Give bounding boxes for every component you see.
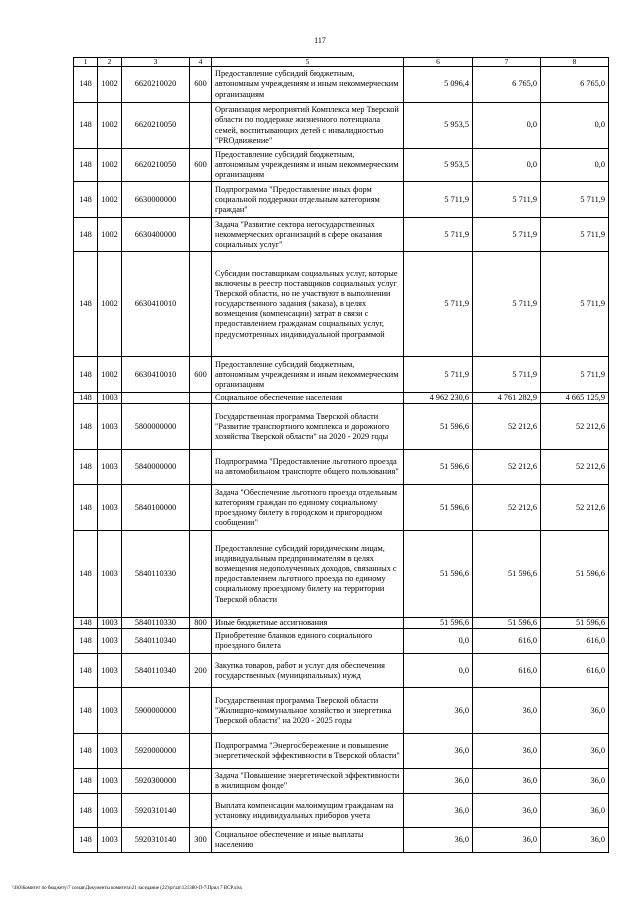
table-row <box>74 218 609 252</box>
table-row <box>74 252 609 357</box>
column-header-6: 6 <box>404 58 473 67</box>
row-code-2: 1003 <box>98 794 122 828</box>
table-row <box>74 357 609 393</box>
row-code-2: 1003 <box>98 618 122 629</box>
row-code-2: 1002 <box>98 218 122 252</box>
table-row <box>74 182 609 218</box>
row-code-3: 6630410010 <box>122 252 190 357</box>
row-value-8: 52 212,6 <box>541 404 609 450</box>
row-code-3: 6630400000 <box>122 218 190 252</box>
table-row <box>74 688 609 734</box>
row-value-6: 36,0 <box>404 828 473 853</box>
row-value-7: 52 212,6 <box>473 485 541 531</box>
row-value-7: 51 596,6 <box>473 531 541 618</box>
row-description: Социальное обеспечение и иные выплаты населению <box>212 828 404 853</box>
row-code-2: 1003 <box>98 531 122 618</box>
row-code-4: 300 <box>190 828 212 853</box>
row-value-8: 52 212,6 <box>541 485 609 531</box>
row-description: Подпрограмма "Энергосбережение и повышение энергетической эффективности в Тверской области" <box>212 734 404 769</box>
column-header-2: 2 <box>98 58 122 67</box>
row-description: Предоставление субсидий бюджетным, автономным учреждениям и иным некоммерческим организациям <box>212 357 404 393</box>
row-code-2: 1003 <box>98 450 122 485</box>
row-description: Предоставление субсидий бюджетным, автономным учреждениям и иным некоммерческим организациям <box>212 149 404 182</box>
row-value-6: 0,0 <box>404 654 473 688</box>
row-description: Подпрограмма "Предоставление иных форм социальной поддержки отдельным категориям граждан" <box>212 182 404 218</box>
row-value-8: 51 596,6 <box>541 618 609 629</box>
row-value-7: 5 711,9 <box>473 182 541 218</box>
column-header-3: 3 <box>122 58 190 67</box>
row-code-3: 6630410010 <box>122 357 190 393</box>
table-row <box>74 149 609 182</box>
row-code-2: 1002 <box>98 149 122 182</box>
row-value-8: 0,0 <box>541 103 609 149</box>
row-code-1: 148 <box>74 357 98 393</box>
row-description: Организация мероприятий Комплекса мер Тверской области по поддержке жизненного потенциала семей, воспитывающих детей с инвалидностью "PROдвижение" <box>212 103 404 149</box>
row-code-4 <box>190 629 212 654</box>
row-value-8: 6 765,0 <box>541 67 609 103</box>
row-value-8: 36,0 <box>541 769 609 794</box>
page-number: 117 <box>314 36 326 45</box>
row-value-6: 4 962 230,6 <box>404 393 473 404</box>
row-code-3: 5800000000 <box>122 404 190 450</box>
row-value-7: 52 212,6 <box>473 404 541 450</box>
table-row <box>74 828 609 853</box>
row-code-4 <box>190 769 212 794</box>
row-code-2: 1003 <box>98 769 122 794</box>
row-value-6: 5 711,9 <box>404 182 473 218</box>
row-code-2: 1002 <box>98 252 122 357</box>
row-value-8: 616,0 <box>541 654 609 688</box>
row-description: Социальное обеспечение населения <box>212 393 404 404</box>
row-code-2: 1003 <box>98 828 122 853</box>
row-code-2: 1002 <box>98 67 122 103</box>
row-value-8: 5 711,9 <box>541 182 609 218</box>
row-value-8: 5 711,9 <box>541 218 609 252</box>
column-header-1: 1 <box>74 58 98 67</box>
row-code-4 <box>190 103 212 149</box>
row-value-7: 36,0 <box>473 794 541 828</box>
table-row <box>74 769 609 794</box>
table-row <box>74 404 609 450</box>
row-value-8: 36,0 <box>541 688 609 734</box>
row-value-6: 5 953,5 <box>404 103 473 149</box>
column-header-5: 5 <box>212 58 404 67</box>
table-row <box>74 67 609 103</box>
row-code-1: 148 <box>74 688 98 734</box>
row-code-4 <box>190 252 212 357</box>
row-code-4: 800 <box>190 618 212 629</box>
row-code-2: 1002 <box>98 357 122 393</box>
row-code-4: 600 <box>190 149 212 182</box>
row-code-4 <box>190 734 212 769</box>
table-row <box>74 531 609 618</box>
row-value-6: 51 596,6 <box>404 618 473 629</box>
row-code-3: 6620210050 <box>122 149 190 182</box>
row-value-7: 52 212,6 <box>473 450 541 485</box>
row-code-4 <box>190 218 212 252</box>
row-value-7: 5 711,9 <box>473 357 541 393</box>
row-value-7: 5 711,9 <box>473 252 541 357</box>
row-code-3: 5840110340 <box>122 629 190 654</box>
row-code-1: 148 <box>74 149 98 182</box>
row-value-7: 4 761 282,9 <box>473 393 541 404</box>
row-code-3: 5920300000 <box>122 769 190 794</box>
row-code-4 <box>190 485 212 531</box>
row-description: Иные бюджетные ассигнования <box>212 618 404 629</box>
row-code-1: 148 <box>74 252 98 357</box>
table-row <box>74 450 609 485</box>
row-description: Приобретение бланков единого социального проездного билета <box>212 629 404 654</box>
row-description: Подпрограмма "Предоставление льготного проезда на автомобильном транспорте общего пользования" <box>212 450 404 485</box>
row-description: Предоставление субсидий бюджетным, автономным учреждениям и иным некоммерческим организациям <box>212 67 404 103</box>
row-description: Задача "Обеспечение льготного проезда отдельным категориям граждан по единому социальному проездному билету в городском и пригородном сообщении" <box>212 485 404 531</box>
row-description: Субсидии поставщикам социальных услуг, которые включены в реестр поставщиков социальных услуг Тверской области, но не участвуют в выполнении государственного задания (заказа), в целях возмещения (компенсации) затрат в связи с предоставлением гражданам социальных услуг, предусмотренных индивидуальной программой <box>212 252 404 357</box>
row-value-7: 616,0 <box>473 654 541 688</box>
row-description: Государственная программа Тверской области "Жилищно-коммунальное хозяйство и энергетика Тверской области" на 2020 - 2025 годы <box>212 688 404 734</box>
row-value-7: 36,0 <box>473 688 541 734</box>
row-value-7: 36,0 <box>473 734 541 769</box>
row-code-1: 148 <box>74 531 98 618</box>
row-code-1: 148 <box>74 67 98 103</box>
row-code-3: 6620210050 <box>122 103 190 149</box>
row-value-7: 5 711,9 <box>473 218 541 252</box>
row-code-1: 148 <box>74 103 98 149</box>
row-value-6: 51 596,6 <box>404 485 473 531</box>
table-row <box>74 393 609 404</box>
row-code-3: 5920000000 <box>122 734 190 769</box>
row-code-1: 148 <box>74 182 98 218</box>
row-value-7: 51 596,6 <box>473 618 541 629</box>
row-value-6: 0,0 <box>404 629 473 654</box>
row-code-2: 1002 <box>98 103 122 149</box>
row-code-3: 5920310140 <box>122 828 190 853</box>
row-code-3: 5840110330 <box>122 531 190 618</box>
row-value-6: 51 596,6 <box>404 531 473 618</box>
row-code-4 <box>190 688 212 734</box>
row-code-1: 148 <box>74 794 98 828</box>
row-value-7: 6 765,0 <box>473 67 541 103</box>
row-value-6: 36,0 <box>404 734 473 769</box>
row-value-6: 5 953,5 <box>404 149 473 182</box>
table-row <box>74 654 609 688</box>
footer-file-path: \\fs0\Комитет по бюджету\7 созыв\Документы комитета\21 заседание (22)\pr\zn\121380-П-7\Прил 7 ВСР.xlsx <box>12 886 243 891</box>
column-number-row <box>74 58 609 67</box>
row-value-6: 5 711,9 <box>404 252 473 357</box>
row-value-8: 36,0 <box>541 794 609 828</box>
row-code-1: 148 <box>74 218 98 252</box>
table-row <box>74 794 609 828</box>
row-code-4 <box>190 182 212 218</box>
row-code-1: 148 <box>74 404 98 450</box>
row-code-1: 148 <box>74 734 98 769</box>
row-code-3: 5840110330 <box>122 618 190 629</box>
row-value-6: 5 711,9 <box>404 218 473 252</box>
row-value-8: 36,0 <box>541 734 609 769</box>
row-value-8: 0,0 <box>541 149 609 182</box>
table-row <box>74 103 609 149</box>
row-value-6: 36,0 <box>404 794 473 828</box>
row-code-1: 148 <box>74 828 98 853</box>
row-code-3: 5840000000 <box>122 450 190 485</box>
row-code-2: 1003 <box>98 404 122 450</box>
column-header-7: 7 <box>473 58 541 67</box>
row-code-4 <box>190 404 212 450</box>
row-code-2: 1003 <box>98 688 122 734</box>
row-code-3 <box>122 393 190 404</box>
row-code-1: 148 <box>74 485 98 531</box>
row-value-6: 36,0 <box>404 769 473 794</box>
row-code-4: 600 <box>190 67 212 103</box>
row-code-1: 148 <box>74 618 98 629</box>
column-header-4: 4 <box>190 58 212 67</box>
row-value-7: 616,0 <box>473 629 541 654</box>
row-value-8: 616,0 <box>541 629 609 654</box>
row-code-3: 5900000000 <box>122 688 190 734</box>
row-value-6: 5 096,4 <box>404 67 473 103</box>
row-value-8: 51 596,6 <box>541 531 609 618</box>
row-value-7: 0,0 <box>473 103 541 149</box>
row-value-8: 5 711,9 <box>541 252 609 357</box>
row-value-6: 36,0 <box>404 688 473 734</box>
row-code-4 <box>190 794 212 828</box>
row-description: Задача "Повышение энергетической эффективности в жилищном фонде" <box>212 769 404 794</box>
table-row <box>74 618 609 629</box>
table-row <box>74 734 609 769</box>
row-description: Выплата компенсации малоимущим гражданам на установку индивидуальных приборов учета <box>212 794 404 828</box>
row-code-3: 5840110340 <box>122 654 190 688</box>
row-value-7: 36,0 <box>473 828 541 853</box>
row-code-3: 6630000000 <box>122 182 190 218</box>
row-description: Закупка товаров, работ и услуг для обеспечения государственных (муниципальных) нужд <box>212 654 404 688</box>
row-code-1: 148 <box>74 393 98 404</box>
row-value-6: 5 711,9 <box>404 357 473 393</box>
row-value-7: 0,0 <box>473 149 541 182</box>
row-description: Государственная программа Тверской области "Развитие транспортного комплекса и дорожного хозяйства Тверской области" на 2020 - 2029 годы <box>212 404 404 450</box>
row-code-2: 1003 <box>98 629 122 654</box>
table-body <box>74 67 609 853</box>
row-code-1: 148 <box>74 629 98 654</box>
row-value-8: 4 665 125,9 <box>541 393 609 404</box>
row-code-4 <box>190 450 212 485</box>
table-row <box>74 629 609 654</box>
row-code-3: 6620210020 <box>122 67 190 103</box>
table-row <box>74 485 609 531</box>
row-code-4: 200 <box>190 654 212 688</box>
row-value-6: 51 596,6 <box>404 450 473 485</box>
row-value-8: 36,0 <box>541 828 609 853</box>
row-code-2: 1003 <box>98 485 122 531</box>
row-value-8: 52 212,6 <box>541 450 609 485</box>
row-value-8: 5 711,9 <box>541 357 609 393</box>
row-code-2: 1002 <box>98 182 122 218</box>
row-code-4: 600 <box>190 357 212 393</box>
row-value-7: 36,0 <box>473 769 541 794</box>
row-code-4 <box>190 393 212 404</box>
row-value-6: 51 596,6 <box>404 404 473 450</box>
row-code-3: 5840100000 <box>122 485 190 531</box>
budget-table <box>73 57 609 853</box>
row-code-3: 5920310140 <box>122 794 190 828</box>
row-description: Предоставление субсидий юридическим лицам, индивидуальным предпринимателям в целях возмещения недополученных доходов, связанных с предоставлением льготного проезда по единому социальному проездному билету на территории Тверской области <box>212 531 404 618</box>
row-code-1: 148 <box>74 450 98 485</box>
row-code-2: 1003 <box>98 393 122 404</box>
column-header-8: 8 <box>541 58 609 67</box>
row-description: Задача "Развитие сектора негосударственных некоммерческих организаций в сфере оказания социальных услуг" <box>212 218 404 252</box>
row-code-1: 148 <box>74 654 98 688</box>
row-code-2: 1003 <box>98 654 122 688</box>
row-code-2: 1003 <box>98 734 122 769</box>
row-code-4 <box>190 531 212 618</box>
row-code-1: 148 <box>74 769 98 794</box>
